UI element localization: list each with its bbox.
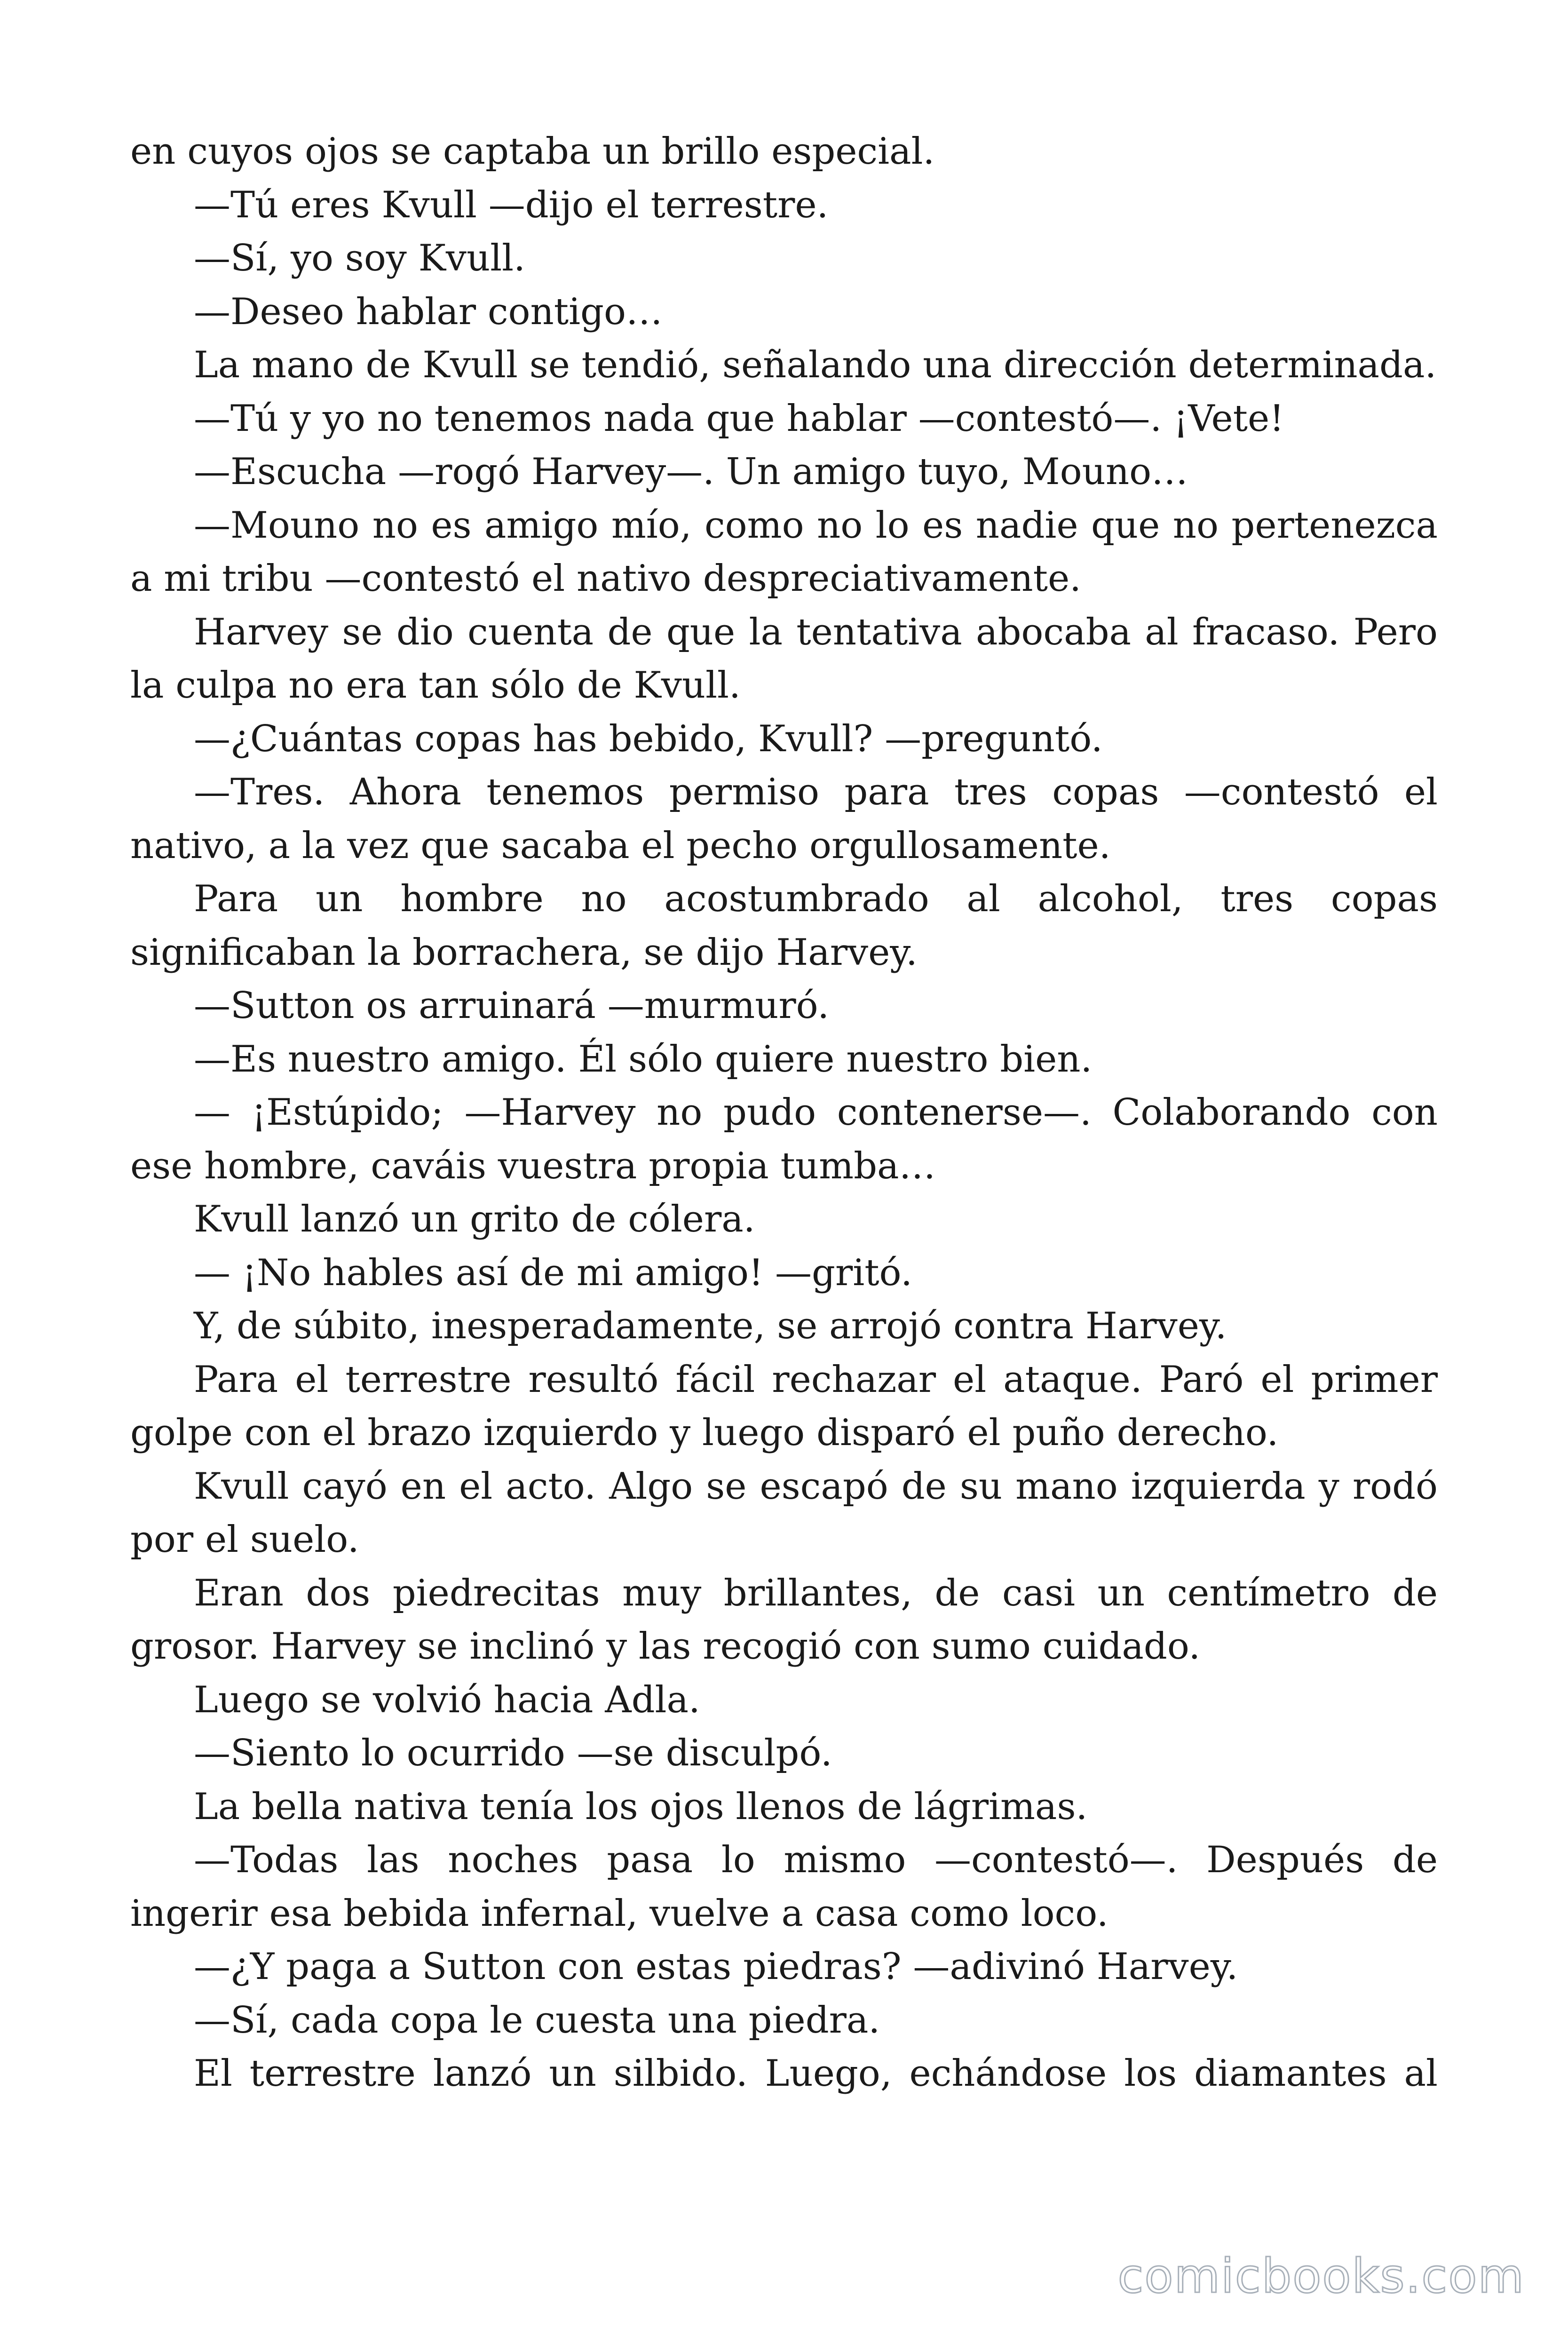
paragraph: —Todas las noches pasa lo mismo —contestó—. Después de ingerir esa bebida infernal, vuelve a casa como loco. (130, 1839, 1438, 1935)
body-text (130, 125, 1438, 2101)
paragraph: El terrestre lanzó un silbido. Luego, echándose los diamantes al (194, 2052, 1438, 2095)
paragraph: —Escucha —rogó Harvey—. Un amigo tuyo, Mouno… (194, 451, 1188, 493)
paragraph: Para el terrestre resultó fácil rechazar el ataque. Paró el primer golpe con el brazo izquierdo y luego disparó el puño derecho. (130, 1358, 1438, 1454)
paragraph: en cuyos ojos se captaba un brillo especial. (130, 130, 935, 173)
paragraph: —Sutton os arruinará —murmuró. (194, 985, 830, 1027)
paragraph: —Tú y yo no tenemos nada que hablar —contestó—. ¡Vete! (194, 397, 1284, 440)
paragraph: Kvull cayó en el acto. Algo se escapó de su mano izquierda y rodó por el suelo. (130, 1465, 1438, 1561)
paragraph: —Mouno no es amigo mío, como no lo es nadie que no pertenezca a mi tribu —contestó el nativo despreciativamente. (130, 504, 1438, 600)
paragraph: Luego se volvió hacia Adla. (194, 1678, 700, 1721)
paragraph: —¿Cuántas copas has bebido, Kvull? —preguntó. (194, 717, 1103, 760)
paragraph: —¿Y paga a Sutton con estas piedras? —adivinó Harvey. (194, 1946, 1238, 1988)
paragraph: —Sí, cada copa le cuesta una piedra. (194, 1999, 880, 2042)
paragraph: —Deseo hablar contigo… (194, 290, 663, 333)
paragraph: Harvey se dio cuenta de que la tentativa abocaba al fracaso. Pero la culpa no era tan sólo de Kvull. (130, 611, 1438, 707)
watermark-logo: comicbooks.com (1117, 2249, 1525, 2304)
paragraph: — ¡Estúpido; —Harvey no pudo contenerse—. Colaborando con ese hombre, caváis vuestra propia tumba… (130, 1091, 1438, 1187)
paragraph: — ¡No hables así de mi amigo! —gritó. (194, 1251, 912, 1294)
paragraph: —Es nuestro amigo. Él sólo quiere nuestro bien. (194, 1038, 1093, 1081)
paragraph: La bella nativa tenía los ojos llenos de lágrimas. (194, 1785, 1088, 1828)
paragraph: Para un hombre no acostumbrado al alcohol, tres copas significaban la borrachera, se dijo Harvey. (130, 878, 1438, 974)
paragraph: La mano de Kvull se tendió, señalando una dirección determinada. (194, 344, 1437, 386)
paragraph: —Tú eres Kvull —dijo el terrestre. (194, 183, 829, 226)
paragraph: Eran dos piedrecitas muy brillantes, de casi un centímetro de grosor. Harvey se inclinó y las recogió con sumo cuidado. (130, 1572, 1438, 1668)
paragraph: Y, de súbito, inesperadamente, se arrojó contra Harvey. (194, 1305, 1227, 1347)
paragraph: —Sí, yo soy Kvull. (194, 237, 525, 279)
paragraph: —Tres. Ahora tenemos permiso para tres copas —contestó el nativo, a la vez que sacaba el pecho orgullosamente. (130, 771, 1438, 867)
paragraph: —Siento lo ocurrido —se disculpó. (194, 1732, 832, 1774)
paragraph: Kvull lanzó un grito de cólera. (194, 1198, 755, 1240)
